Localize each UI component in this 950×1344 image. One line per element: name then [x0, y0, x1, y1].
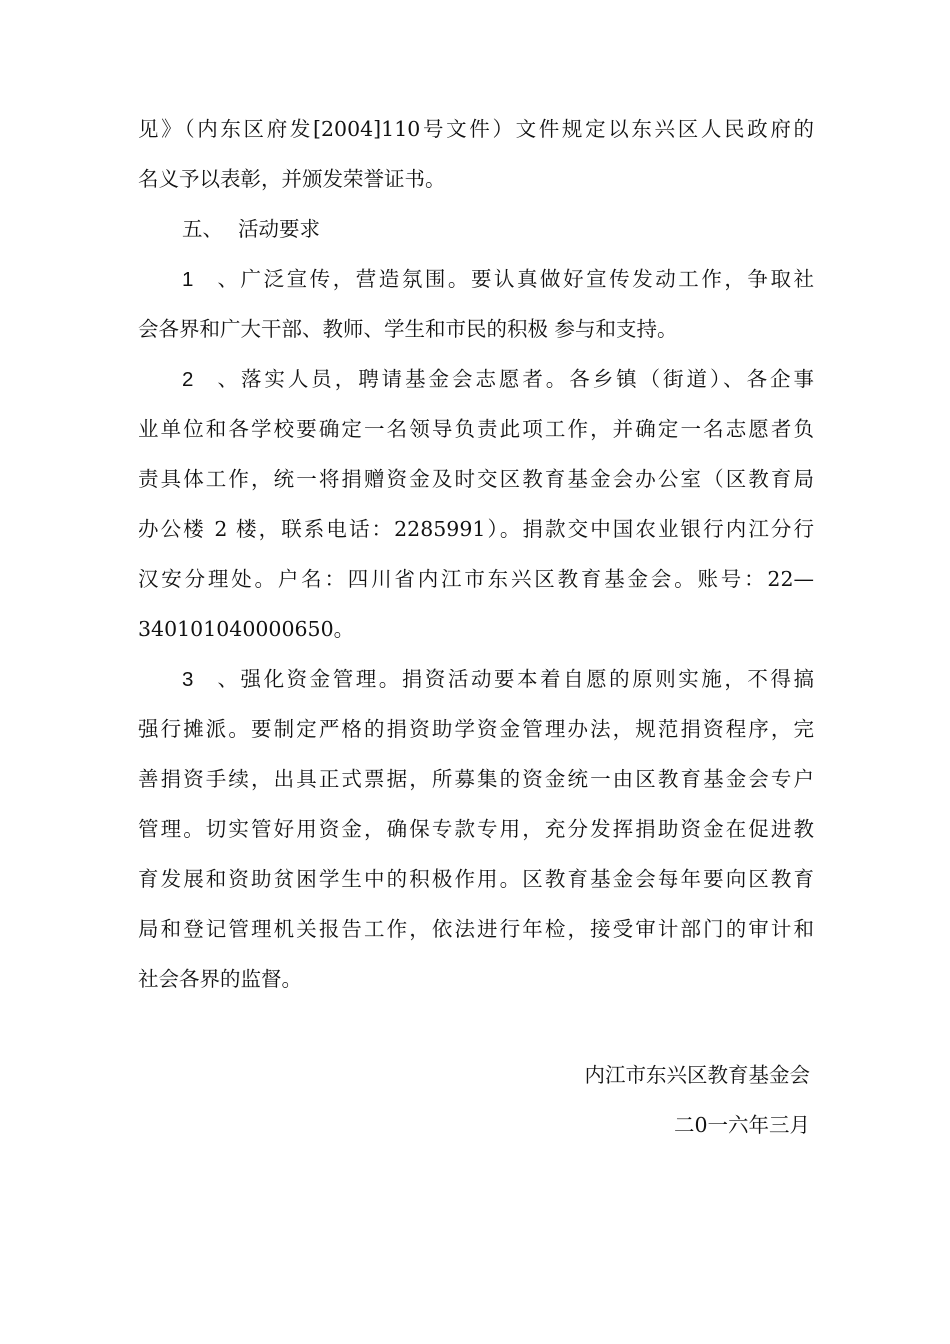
section-title: 活动要求	[238, 217, 320, 241]
paragraph-line: 见》（内东区府发[2004]110号文件）文件规定以东兴区人民政府的	[138, 117, 814, 141]
list-item-first-line	[138, 254, 814, 304]
list-item-text: 落实人员，聘请基金会志愿者。各乡镇（街道）、各企事	[238, 367, 814, 391]
paragraph-line: 管理。切实管好用资金，确保专款专用，充分发挥捐助资金在促进教	[138, 817, 814, 841]
signature-date: 二0一六年三月	[673, 1113, 810, 1137]
paragraph-line: 名义予以表彰，并颁发荣誉证书。	[138, 167, 446, 191]
paragraph-line: 汉安分理处。户名：四川省内江市东兴区教育基金会。账号：22—	[138, 567, 814, 591]
paragraph-line: 办公楼 2 楼，联系电话：2285991）。捐款交中国农业银行内江分行	[138, 517, 814, 541]
signature-organization: 内江市东兴区教育基金会	[584, 1063, 810, 1087]
list-item-number: 1、	[182, 268, 238, 291]
section-number: 五、	[182, 218, 223, 241]
paragraph-line: 责具体工作，统一将捐赠资金及时交区教育基金会办公室（区教育局	[138, 467, 814, 491]
document-body	[138, 104, 814, 1004]
list-item-number: 2、	[182, 368, 238, 391]
section-heading	[138, 204, 814, 254]
paragraph-line: 业单位和各学校要确定一名领导负责此项工作，并确定一名志愿者负	[138, 417, 814, 441]
paragraph-line: 社会各界的监督。	[138, 967, 302, 991]
paragraph-line: 善捐资手续，出具正式票据，所募集的资金统一由区教育基金会专户	[138, 767, 814, 791]
list-item-first-line	[138, 354, 814, 404]
list-item-number: 3、	[182, 668, 238, 691]
paragraph-line: 局和登记管理机关报告工作，依法进行年检，接受审计部门的审计和	[138, 917, 814, 941]
paragraph-line: 会各界和广大干部、教师、学生和市民的积极 参与和支持。	[138, 317, 678, 341]
paragraph-line: 340101040000650。	[138, 617, 355, 641]
paragraph-line: 育发展和资助贫困学生中的积极作用。区教育基金会每年要向区教育	[138, 867, 814, 891]
paragraph-line: 强行摊派。要制定严格的捐资助学资金管理办法，规范捐资程序，完	[138, 717, 814, 741]
list-item-text: 强化资金管理。捐资活动要本着自愿的原则实施，不得搞	[238, 667, 814, 691]
list-item-text: 广泛宣传，营造氛围。要认真做好宣传发动工作，争取社	[238, 267, 814, 291]
list-item-first-line	[138, 654, 814, 704]
